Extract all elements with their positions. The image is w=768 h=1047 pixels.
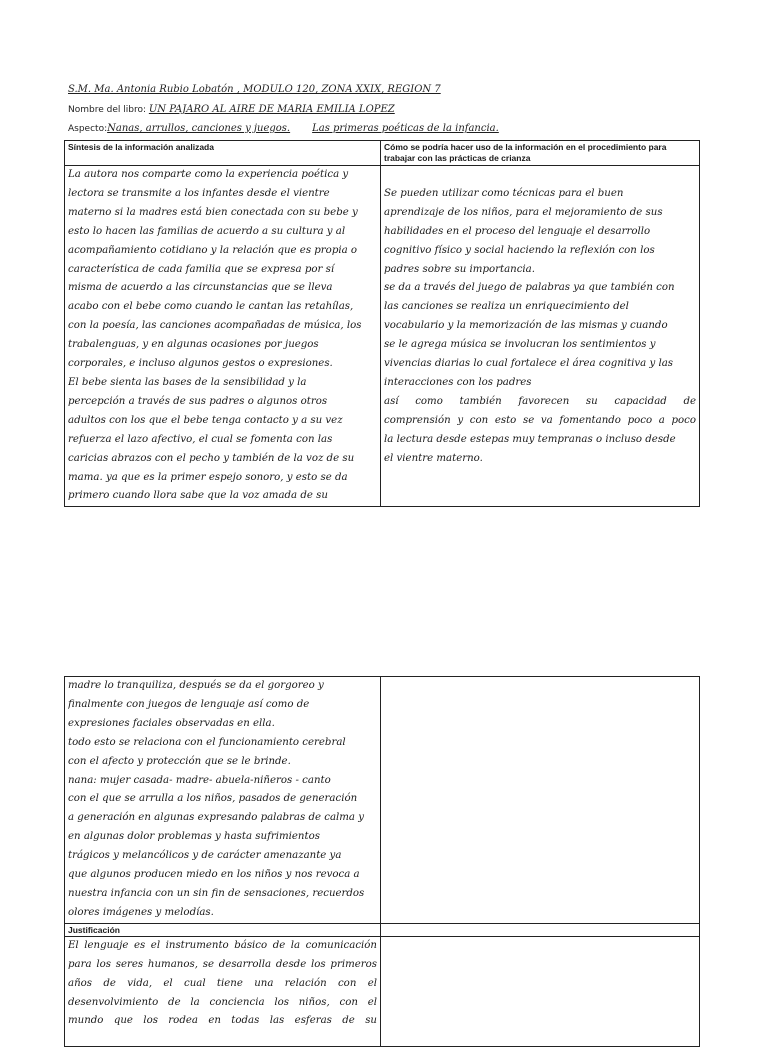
synthesis-line: con la poesía, las canciones acompañadas de música, los	[68, 320, 362, 332]
justification-line: mundo que los rodea en todas las esferas de su	[68, 1015, 377, 1027]
justification-cell	[65, 936, 381, 1046]
usage-line: vocabulario y la memorización de las mismas y cuando	[384, 320, 668, 332]
synthesis-line: nana: mujer casada- madre- abuela-niñeros - canto	[68, 774, 331, 786]
analysis-table	[64, 140, 700, 507]
justification-line: años de vida, el cual tiene una relación con el	[68, 977, 377, 989]
usage-line: la lectura desde estepas muy tempranas o incluso desde	[384, 433, 676, 445]
book-title: UN PAJARO AL AIRE DE MARIA EMILIA LOPEZ	[148, 104, 395, 115]
synthesis-line: expresiones faciales observadas en ella.	[68, 717, 275, 729]
usage-line: interacciones con los padres	[384, 376, 532, 388]
synthesis-line: a generación en algunas expresando palabras de calma y	[68, 812, 364, 824]
synthesis-line: La autora nos comparte como la experiencia poética y	[68, 169, 349, 180]
synthesis-line: corporales, e incluso algunos gestos o expresiones.	[68, 358, 333, 370]
synthesis-line: refuerza el lazo afectivo, el cual se fomenta con las	[68, 433, 333, 445]
book-line	[68, 104, 395, 115]
book-label: Nombre del libro:	[68, 105, 149, 115]
synthesis-line: acabo con el bebe como cuando le cantan las retahílas,	[68, 301, 354, 313]
synthesis-text-continued	[68, 677, 377, 923]
usage-line: así como también favorecen su capacidad de	[384, 395, 696, 407]
usage-line: el vientre materno.	[384, 452, 483, 464]
usage-line: se da a través del juego de palabras ya que también con	[384, 282, 675, 294]
synthesis-line: madre lo tranquiliza, después se da el gorgoreo y	[68, 680, 324, 691]
usage-header: Cómo se podría hacer uso de la información en el procedimiento para trabajar con las prácticas de crianza	[381, 141, 700, 166]
synthesis-line: acompañamiento cotidiano y la relación que es propia o	[68, 244, 358, 256]
justification-text	[68, 937, 377, 1032]
synthesis-line: adultos con los que el bebe tenga contacto y a su vez	[68, 414, 343, 426]
synthesis-line: nuestra infancia con un sin fin de sensaciones, recuerdos	[68, 887, 365, 899]
justification-header-empty	[381, 923, 700, 936]
aspect-line	[68, 123, 499, 134]
usage-cell	[381, 166, 700, 507]
author-line: S.M. Ma. Antonia Rubio Lobatón , MODULO 120, ZONA XXIX, REGION 7	[68, 84, 441, 95]
synthesis-line: trabalenguas, y en algunas ocasiones por juegos	[68, 339, 319, 351]
usage-line: habilidades en el proceso del lenguaje el desarrollo	[384, 225, 651, 237]
usage-text	[384, 166, 696, 469]
usage-line: las canciones se realiza un enriquecimiento del	[384, 301, 629, 313]
synthesis-line: misma de acuerdo a las circunstancias que se lleva	[68, 282, 333, 294]
synthesis-line: lectora se transmite a los infantes desde el vientre	[68, 187, 330, 199]
usage-line: padres sobre su importancia.	[384, 263, 535, 275]
synthesis-line: todo esto se relaciona con el funcionamiento cerebral	[68, 736, 346, 748]
synthesis-text	[68, 166, 377, 506]
synthesis-line: primero cuando llora sabe que la voz amada de su	[68, 490, 328, 502]
synthesis-line: materno si la madres está bien conectada con su bebe y	[68, 206, 358, 218]
usage-line: se le agrega música se involucran los sentimientos y	[384, 339, 656, 351]
synthesis-line: mama. ya que es la primer espejo sonoro, y esto se da	[68, 471, 348, 483]
synthesis-line: esto lo hacen las familias de acuerdo a su cultura y al	[68, 225, 346, 237]
usage-cell-empty	[381, 677, 700, 924]
synthesis-line: trágicos y melancólicos y de carácter amenazante ya	[68, 850, 342, 862]
justification-line: para los seres humanos, se desarrolla desde los primeros	[68, 958, 377, 970]
justification-header: Justificación	[65, 923, 381, 936]
justification-line: El lenguaje es el instrumento básico de la comunicación	[68, 939, 377, 951]
synthesis-line: con el afecto y protección que se le brinde.	[68, 755, 291, 767]
usage-line: vivencias diarias lo cual fortalece el área cognitiva y las	[384, 358, 674, 370]
justification-cell-empty	[381, 936, 700, 1046]
synthesis-line: con el que se arrulla a los niños, pasados de generación	[68, 793, 358, 805]
usage-line: aprendizaje de los niños, para el mejoramiento de sus	[384, 206, 663, 218]
synthesis-line: característica de cada familia que se expresa por sí	[68, 263, 335, 275]
analysis-table-continued	[64, 676, 700, 1047]
synthesis-line: en algunas dolor problemas y hasta sufrimientos	[68, 831, 320, 843]
synthesis-line: finalmente con juegos de lenguaje así como de	[68, 698, 310, 710]
synthesis-cell	[65, 166, 381, 507]
justification-line: desenvolvimiento de la conciencia los niños, con el	[68, 996, 377, 1008]
usage-line: comprensión y con esto se va fomentando poco a poco	[384, 414, 696, 426]
aspect-value-1: Nanas, arrullos, canciones y juegos.	[107, 123, 291, 134]
aspect-value-2: Las primeras poéticas de la infancia.	[312, 123, 499, 134]
aspect-label: Aspecto:	[68, 124, 108, 134]
usage-line: cognitivo físico y social haciendo la reflexión con los	[384, 244, 655, 256]
usage-line	[384, 166, 696, 185]
synthesis-line: percepción a través de sus padres o algunos otros	[68, 395, 328, 407]
synthesis-header: Síntesis de la información analizada	[65, 141, 381, 166]
synthesis-line: El bebe sienta las bases de la sensibilidad y la	[68, 376, 307, 388]
synthesis-line: que algunos producen miedo en los niños y nos revoca a	[68, 869, 360, 881]
synthesis-line: olores imágenes y melodías.	[68, 906, 214, 918]
usage-line: Se pueden utilizar como técnicas para el buen	[384, 187, 624, 199]
synthesis-cell-continued	[65, 677, 381, 924]
synthesis-line: caricias abrazos con el pecho y también de la voz de su	[68, 452, 355, 464]
